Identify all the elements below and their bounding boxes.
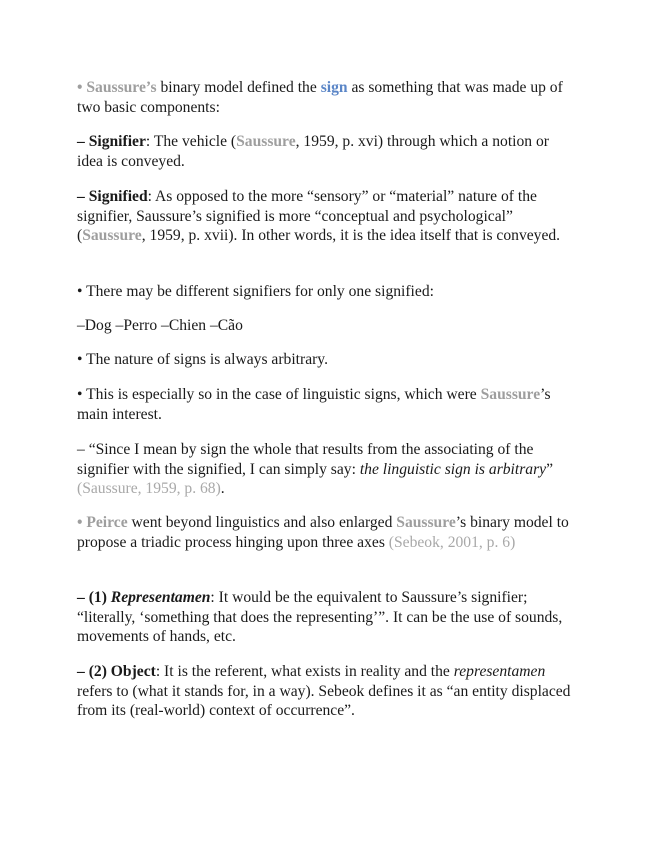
peirce-name: Peirce [86, 514, 128, 531]
representamen-italic: representamen [453, 663, 546, 680]
saussure-name: Saussure [82, 227, 142, 244]
paragraph-object: – (2) Object: It is the referent, what exists in reality and the representamen refers to (what it stands for, in a way). Sebeok defines it as “an entity displaced from its (real-world) context of occurrence”. [77, 663, 571, 719]
signifier-term: Signifier [88, 133, 146, 150]
saussure-name: Saussure [236, 133, 296, 150]
citation: (Sebeok, 2001, p. 6) [388, 533, 516, 551]
representamen-term: Representamen [110, 589, 211, 606]
signified-term: Signified [88, 188, 148, 205]
paragraph-representamen: – (1) Representamen: It would be the equivalent to Saussure’s signifier; “literally, ‘something that does the representing’”. It can be the use of sounds, movements of hands, etc. [77, 589, 563, 645]
paragraph-linguistic-signs: • This is especially so in the case of linguistic signs, which were Saussure’s main interest. [77, 386, 551, 423]
saussure-name: Saussure [480, 386, 541, 403]
citation: (Saussure, 1959, p. 68) [77, 480, 221, 497]
quote-italic: the linguistic sign is arbitrary [359, 460, 547, 478]
saussure-name: Saussure [396, 514, 456, 531]
object-term: Object [110, 663, 156, 680]
sign-term: sign [320, 79, 348, 96]
paragraph-peirce: • Peirce went beyond linguistics and also enlarged Saussure’s binary model to propose a triadic process hinging upon three axes (Sebeok, 2001, p. 6) [77, 514, 569, 551]
paragraph-signified: – Signified: As opposed to the more “sensory” or “material” nature of the signifier, Saussure’s signified is more “conceptual and psychological” (Saussure, 1959, p. xvii). In other words, it is the idea itself that is conveyed. [77, 188, 561, 244]
paragraph-different-signifiers: • There may be different signifiers for only one signified: [77, 283, 434, 300]
paragraph-arbitrary: • The nature of signs is always arbitrary. [77, 351, 328, 368]
saussure-name: Saussure’s [86, 79, 157, 96]
paragraph-saussure-model: • Saussure’s binary model defined the sign as something that was made up of two basic components: [77, 79, 563, 116]
paragraph-signifier: – Signifier: The vehicle (Saussure, 1959, p. xvi) through which a notion or idea is conveyed. [77, 133, 549, 170]
paragraph-quote: – “Since I mean by sign the whole that results from the associating of the signifier with the signified, I can simply say: the linguistic sign is arbitrary” (Saussure, 1959, p. 68). [77, 441, 553, 497]
paragraph-word-examples: –Dog –Perro –Chien –Cão [77, 317, 243, 334]
